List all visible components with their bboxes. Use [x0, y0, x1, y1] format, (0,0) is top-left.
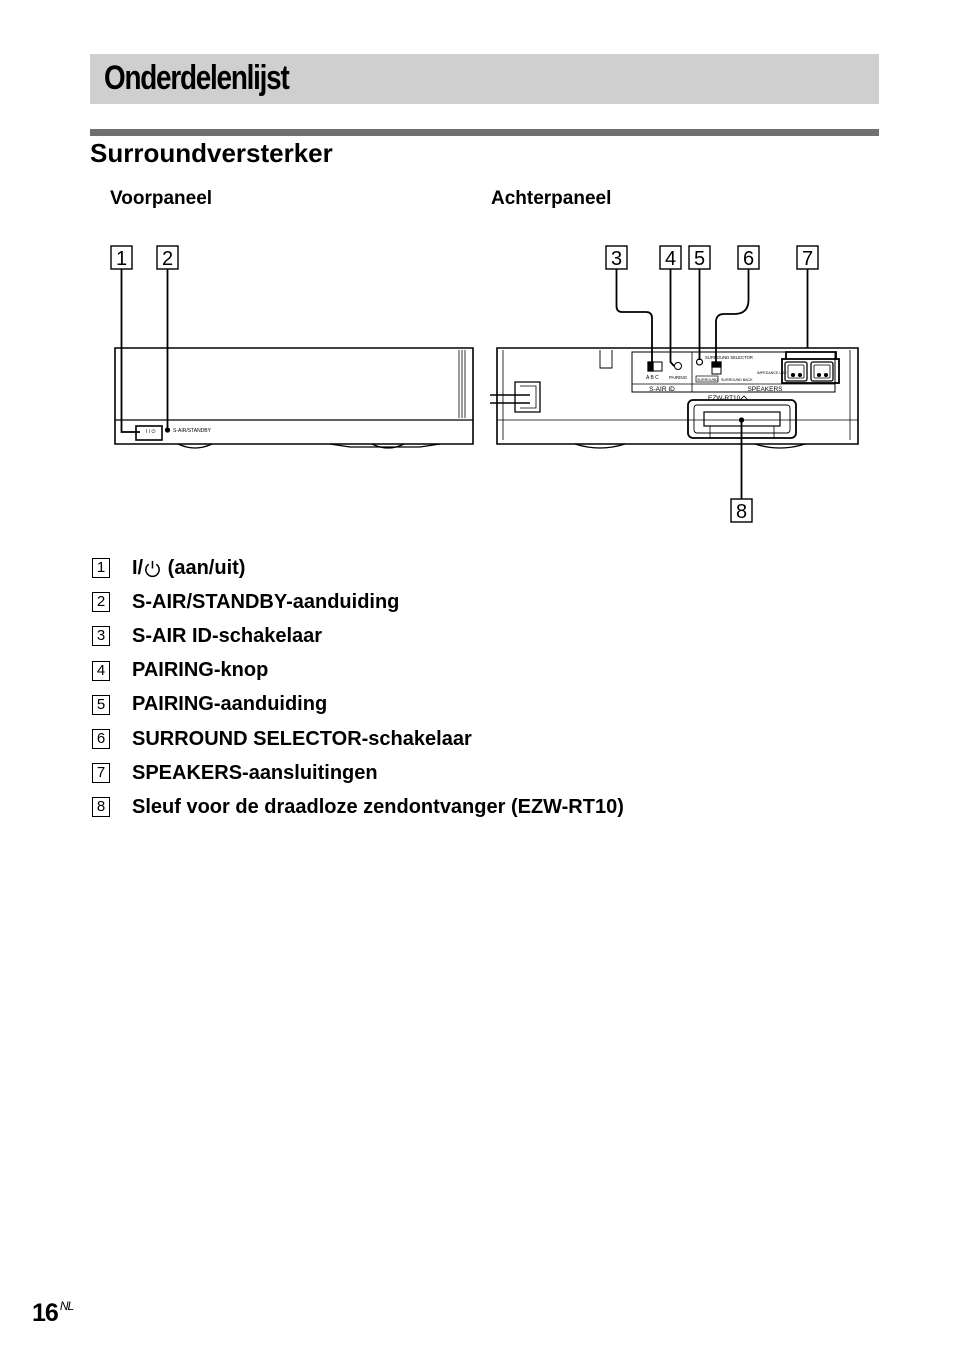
callout-6: 6	[742, 248, 755, 270]
legend-number: 2	[92, 592, 110, 612]
amplifier-diagram	[0, 0, 954, 540]
legend-label: S-AIR ID-schakelaar	[132, 624, 323, 647]
legend-item	[92, 619, 624, 653]
surround-back-label: SURROUND BACK	[721, 378, 753, 382]
legend-label: PAIRING-aanduiding	[132, 693, 328, 716]
legend-label: SURROUND SELECTOR-schakelaar	[132, 727, 472, 750]
legend-item	[92, 688, 624, 722]
callout-8: 8	[735, 501, 748, 523]
legend-label: SPEAKERS-aansluitingen	[132, 761, 378, 784]
legend-item	[92, 722, 624, 756]
sair-id-label: S-AIR ID	[649, 386, 675, 393]
pairing-label: PAIRING	[669, 375, 688, 380]
legend-label: PAIRING-knop	[132, 659, 269, 682]
legend-item	[92, 756, 624, 790]
legend-number: 5	[92, 695, 110, 715]
surround-selector-label: SURROUND SELECTOR	[705, 355, 753, 360]
legend-prefix: I/	[132, 556, 144, 579]
legend-label: Sleuf voor de draadloze zendontvanger (EZW-RT10)	[132, 795, 624, 818]
front-panel-label: Voorpaneel	[110, 188, 213, 209]
legend-item	[92, 654, 624, 688]
legend-number: 1	[92, 558, 110, 578]
surround-label: SURROUND	[697, 378, 718, 382]
back-panel-drawing	[490, 269, 858, 499]
power-icon	[143, 559, 162, 578]
page-language: NL	[59, 1299, 74, 1313]
page-number	[32, 1299, 73, 1328]
legend-number: 3	[92, 626, 110, 646]
page-number-value: 16	[32, 1299, 58, 1327]
callout-2: 2	[161, 248, 174, 270]
speakers-label: SPEAKERS	[747, 386, 783, 393]
ezw-label: EZW-RT10	[708, 395, 741, 402]
section-title: Surroundversterker	[90, 138, 333, 168]
legend-item	[92, 585, 624, 619]
legend-number: 4	[92, 661, 110, 681]
legend-number: 6	[92, 729, 110, 749]
front-panel-drawing	[115, 269, 473, 448]
front-power-label: I / ⏻	[146, 429, 156, 435]
parts-legend	[92, 551, 624, 825]
abc-label: A B C	[646, 375, 659, 381]
legend-number: 7	[92, 763, 110, 783]
front-sair-standby-label: S-AIR/STANDBY	[173, 428, 211, 434]
callout-5: 5	[693, 248, 706, 270]
legend-label: S-AIR/STANDBY-aanduiding	[132, 590, 400, 613]
legend-label: (aan/uit)	[162, 556, 246, 579]
page-title: Onderdelenlijst	[104, 59, 289, 97]
callout-4: 4	[664, 248, 677, 270]
back-panel-label: Achterpaneel	[491, 188, 612, 209]
callout-3: 3	[610, 248, 623, 270]
callout-1: 1	[115, 248, 128, 270]
impedance-label: IMPEDANCE USE	[757, 371, 787, 375]
legend-item	[92, 551, 624, 585]
legend-item	[92, 790, 624, 824]
callout-7: 7	[801, 248, 814, 270]
legend-number: 8	[92, 797, 110, 817]
